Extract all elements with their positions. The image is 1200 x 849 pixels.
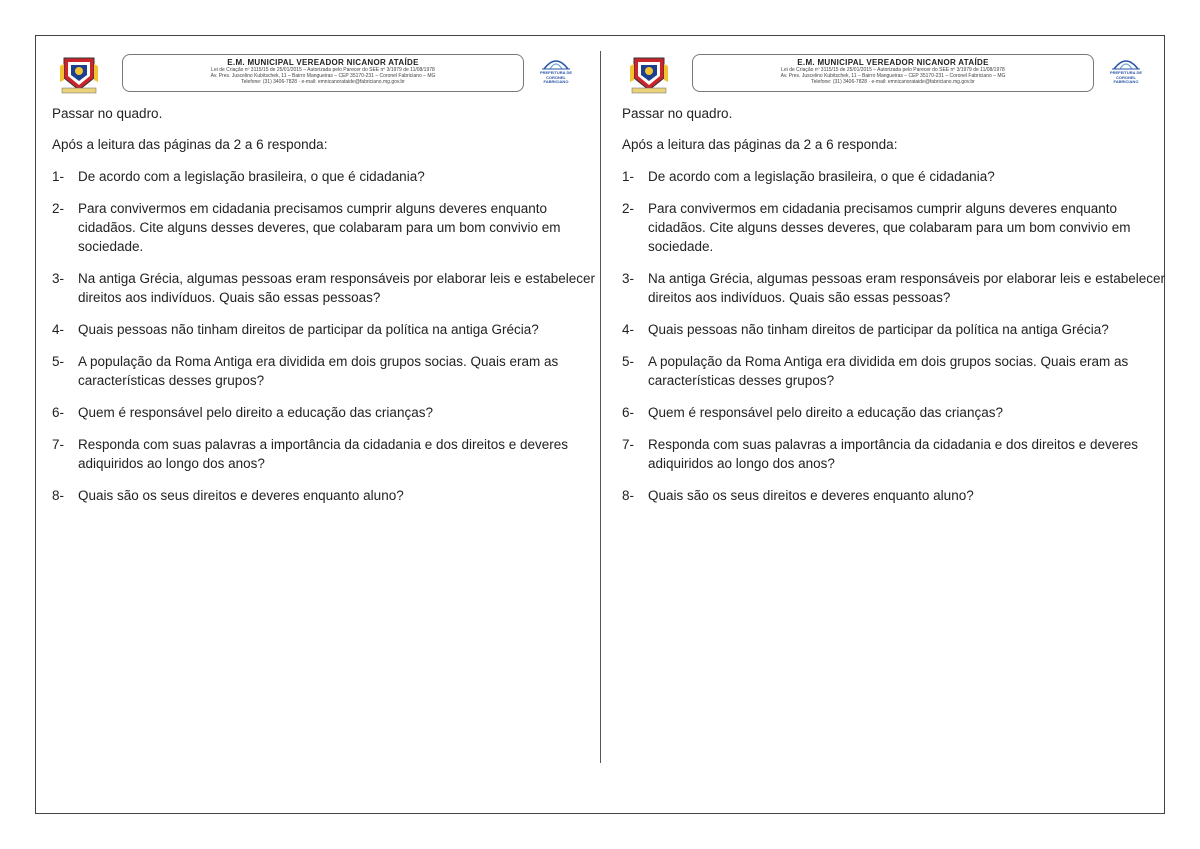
- question-item: [52, 167, 597, 186]
- question-number: 5-: [622, 354, 635, 369]
- question-text: Quais são os seus direitos e deveres enquanto aluno?: [78, 488, 404, 503]
- intro-text: Passar no quadro.: [52, 106, 163, 121]
- question-number: 8-: [52, 488, 65, 503]
- question-item: [622, 403, 1167, 422]
- question-item: [52, 352, 597, 390]
- question-text: Quem é responsável pelo direito a educação das crianças?: [648, 405, 1003, 420]
- question-text: De acordo com a legislação brasileira, o que é cidadania?: [648, 169, 995, 184]
- city-hall-logo-icon: [534, 53, 578, 71]
- city-hall-seal: [1104, 53, 1148, 91]
- question-item: [52, 269, 597, 307]
- question-item: [52, 403, 597, 422]
- question-number: 4-: [622, 322, 635, 337]
- school-address-line: Lei de Criação nº 3115/15 de 25/01/2015 – Autorizada pelo Parecer do SEE nº 3/1979 de 11/08/1978: [211, 67, 435, 73]
- question-text: Responda com suas palavras a importância da cidadania e dos direitos e deveres adiquiridos ao longo dos anos?: [648, 437, 1139, 471]
- question-number: 2-: [622, 201, 635, 216]
- city-hall-logo-icon: [1104, 53, 1148, 71]
- question-item: [52, 320, 597, 339]
- question-text: Responda com suas palavras a importância da cidadania e dos direitos e deveres adiquiridos ao longo dos anos?: [78, 437, 569, 471]
- question-number: 5-: [52, 354, 65, 369]
- city-hall-seal-text: PREFEITURA DE CORONEL FABRICIANO: [539, 70, 573, 84]
- question-text: Quem é responsável pelo direito a educação das crianças?: [78, 405, 433, 420]
- letterhead-header: [622, 50, 1167, 98]
- school-address-line: Lei de Criação nº 3115/15 de 25/01/2015 – Autorizada pelo Parecer do SEE nº 3/1979 de 11/08/1978: [781, 67, 1005, 73]
- school-address-line: Av. Pres. Juscelino Kubitschek, 11 – Bairro Mangueiras – CEP 35170-231 – Coronel Fabriciano – MG: [210, 73, 436, 79]
- school-name: E.M. MUNICIPAL VEREADOR NICANOR ATAÍDE: [227, 58, 419, 67]
- question-item: [622, 486, 1167, 505]
- question-number: 3-: [622, 271, 635, 286]
- question-text: Para convivermos em cidadania precisamos cumprir alguns deveres enquanto cidadãos. Cite alguns desses deveres, que colabaram para um bom convivio em sociedade.: [78, 201, 561, 254]
- question-number: 6-: [52, 405, 65, 420]
- question-number: 1-: [52, 169, 65, 184]
- question-text: Para convivermos em cidadania precisamos cumprir alguns deveres enquanto cidadãos. Cite alguns desses deveres, que colabaram para um bom convivio em sociedade.: [648, 201, 1131, 254]
- instruction-text: Após a leitura das páginas da 2 a 6 responda:: [622, 137, 898, 152]
- question-item: [52, 435, 597, 473]
- question-text: Quais pessoas não tinham direitos de participar da política na antiga Grécia?: [78, 322, 539, 337]
- letterhead-header: [52, 50, 597, 98]
- school-name: E.M. MUNICIPAL VEREADOR NICANOR ATAÍDE: [797, 58, 989, 67]
- worksheet-copy-right: [622, 50, 1167, 505]
- column-divider: [600, 51, 601, 763]
- worksheet-content: [52, 104, 597, 505]
- question-number: 8-: [622, 488, 635, 503]
- question-number: 7-: [52, 437, 65, 452]
- question-text: A população da Roma Antiga era dividida em dois grupos socias. Quais eram as características desses grupos?: [78, 354, 559, 388]
- worksheet-copy-left: [52, 50, 597, 505]
- question-item: [622, 352, 1167, 390]
- question-number: 2-: [52, 201, 65, 216]
- question-item: [622, 167, 1167, 186]
- question-number: 6-: [622, 405, 635, 420]
- school-crest-icon: [60, 52, 98, 94]
- question-number: 1-: [622, 169, 635, 184]
- question-text: De acordo com a legislação brasileira, o que é cidadania?: [78, 169, 425, 184]
- city-hall-seal-text: PREFEITURA DE CORONEL FABRICIANO: [1109, 70, 1143, 84]
- worksheet-content: [622, 104, 1167, 505]
- letterhead-box: [122, 54, 524, 92]
- question-text: Na antiga Grécia, algumas pessoas eram responsáveis por elaborar leis e estabelecer direitos aos indivíduos. Quais são essas pessoas?: [78, 271, 596, 305]
- school-contact-line: Telefone: (31) 3406-7828 · e-mail: emnicanorataide@fabriciano.mg.gov.br: [241, 79, 405, 85]
- school-crest-icon: [630, 52, 668, 94]
- question-item: [622, 320, 1167, 339]
- city-hall-seal: [534, 53, 578, 91]
- letterhead-box: [692, 54, 1094, 92]
- question-item: [622, 435, 1167, 473]
- question-item: [622, 199, 1167, 256]
- question-item: [52, 199, 597, 256]
- question-number: 4-: [52, 322, 65, 337]
- question-text: A população da Roma Antiga era dividida em dois grupos socias. Quais eram as características desses grupos?: [648, 354, 1129, 388]
- question-item: [622, 269, 1167, 307]
- school-address-line: Av. Pres. Juscelino Kubitschek, 11 – Bairro Mangueiras – CEP 35170-231 – Coronel Fabriciano – MG: [780, 73, 1006, 79]
- question-item: [52, 486, 597, 505]
- school-contact-line: Telefone: (31) 3406-7828 · e-mail: emnicanorataide@fabriciano.mg.gov.br: [811, 79, 975, 85]
- worksheet-page: [35, 35, 1165, 814]
- question-text: Quais são os seus direitos e deveres enquanto aluno?: [648, 488, 974, 503]
- question-number: 3-: [52, 271, 65, 286]
- question-text: Quais pessoas não tinham direitos de participar da política na antiga Grécia?: [648, 322, 1109, 337]
- question-text: Na antiga Grécia, algumas pessoas eram responsáveis por elaborar leis e estabelecer direitos aos indivíduos. Quais são essas pessoas?: [648, 271, 1166, 305]
- instruction-text: Após a leitura das páginas da 2 a 6 responda:: [52, 137, 328, 152]
- intro-text: Passar no quadro.: [622, 106, 733, 121]
- question-number: 7-: [622, 437, 635, 452]
